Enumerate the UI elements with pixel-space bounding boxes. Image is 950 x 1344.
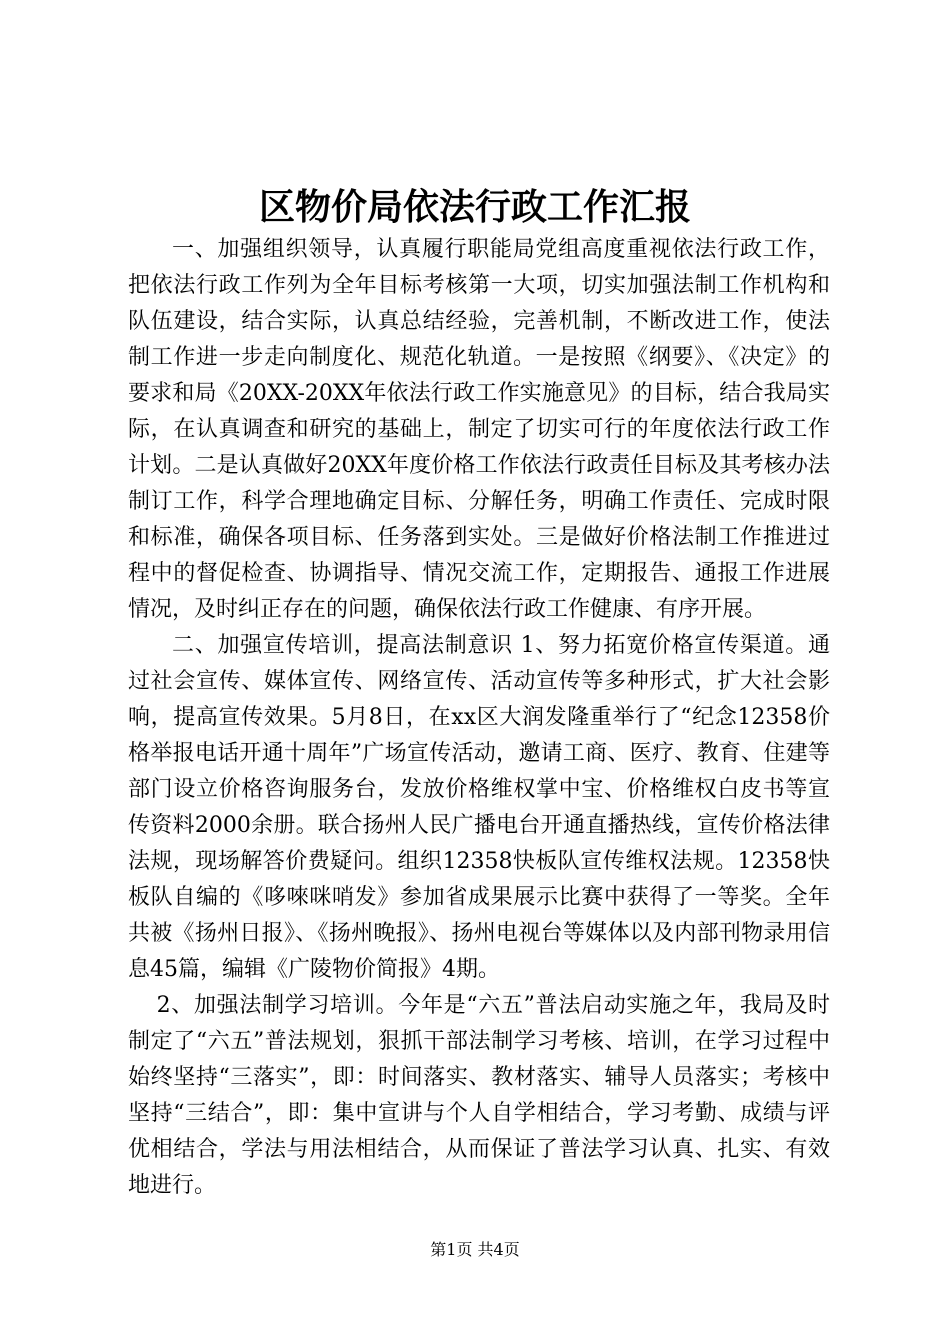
- paragraph-3: 2、加强法制学习培训。今年是“六五”普法启动实施之年，我局及时制定了“六五”普法规划，狠抓干部法制学习考核、培训，在学习过程中始终坚持“三落实”，即：时间落实、教材落实、辅导人员落实；考核中坚持“三结合”，即：集中宣讲与个人自学相结合，学习考勤、成绩与评优相结合，学法与用法相结合，从而保证了普法学习认真、扎实、有效地进行。: [128, 993, 830, 1198]
- paragraph-2: 二、加强宣传培训，提高法制意识 1、努力拓宽价格宣传渠道。通过社会宣传、媒体宣传、网络宣传、活动宣传等多种形式，扩大社会影响，提高宣传效果。5月8日，在xx区大润发隆重举行了“纪念12358价格举报电话开通十周年”广场宣传活动，邀请工商、医疗、教育、住建等部门设立价格咨询服务台，发放价格维权掌中宝、价格维权白皮书等宣传资料2000余册。联合扬州人民广播电台开通直播热线，宣传价格法律法规，现场解答价费疑问。组织12358快板队宣传维权法规。12358快板队自编的《哆唻咪哨发》参加省成果展示比赛中获得了一等奖。全年共被《扬州日报》、《扬州晚报》、扬州电视台等媒体以及内部刊物录用信息45篇，编辑《广陵物价简报》4期。: [128, 633, 830, 982]
- document-title: 区物价局依法行政工作汇报: [258, 186, 691, 228]
- paragraph-1: 一、加强组织领导，认真履行职能局党组高度重视依法行政工作，把依法行政工作列为全年目标考核第一大项，切实加强法制工作机构和队伍建设，结合实际，认真总结经验，完善机制，不断改进工作，使法制工作进一步走向制度化、规范化轨道。一是按照《纲要》、《决定》的要求和局《20XX-20XX年依法行政工作实施意见》的目标，结合我局实际，在认真调查和研究的基础上，制定了切实可行的年度依法行政工作计划。二是认真做好20XX年度价格工作依法行政责任目标及其考核办法制订工作，科学合理地确定目标、分解任务，明确工作责任、完成时限和标准，确保各项目标、任务落到实处。三是做好价格法制工作推进过程中的督促检查、协调指导、情况交流工作，定期报告、通报工作进展情况，及时纠正存在的问题，确保依法行政工作健康、有序开展。: [128, 237, 830, 622]
- page-number-footer: 第1页 共4页: [430, 1240, 520, 1259]
- document-body: [128, 232, 830, 1204]
